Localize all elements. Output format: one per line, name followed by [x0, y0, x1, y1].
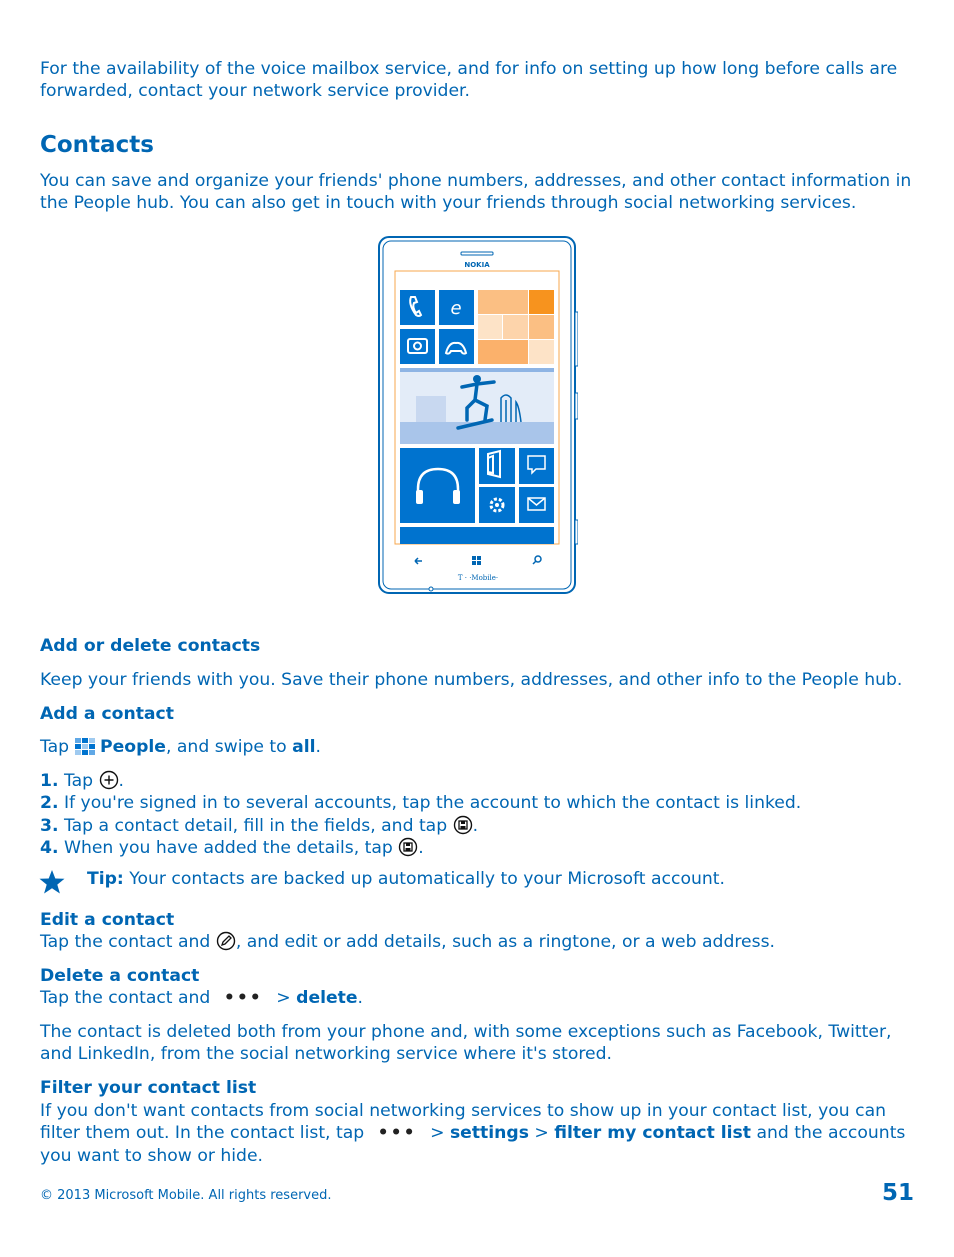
swipe-text: , and swipe to — [165, 737, 287, 757]
delete-label: delete — [296, 988, 358, 1008]
period: . — [118, 771, 125, 791]
filter-label: filter my contact list — [554, 1123, 752, 1144]
tip-body: Your contacts are backed up automatically to your Microsoft account. — [129, 869, 725, 889]
tap-text: Tap — [40, 737, 70, 757]
add-contact-intro — [40, 736, 920, 758]
people-label: People — [100, 737, 166, 757]
contacts-description: You can save and organize your friends' phone numbers, addresses, and other contact information in the People hub. You can also get in touch with your friends through social networking services. — [40, 171, 912, 214]
star-icon — [38, 869, 66, 895]
edit-text-after: , and edit or add details, such as a ringtone, or a web address. — [235, 932, 775, 952]
arrow-text: > — [276, 988, 291, 1008]
add-icon — [99, 770, 119, 790]
page-title: Contacts — [40, 132, 154, 158]
period: . — [357, 988, 363, 1008]
delete-contact-title: Delete a contact — [40, 966, 200, 986]
edit-text-before: Tap the contact and — [40, 932, 211, 952]
step-text: When you have added the details, tap — [63, 838, 393, 859]
tip-label: Tip: — [87, 869, 124, 889]
tip-text — [87, 868, 927, 890]
all-label: all — [292, 737, 316, 757]
svg-text:e: e — [450, 298, 462, 319]
step-number: 1. — [40, 771, 59, 791]
step-number: 4. — [40, 838, 59, 859]
step-number: 3. — [40, 815, 59, 836]
add-contact-title: Add a contact — [40, 704, 174, 724]
section-add-delete-title: Add or delete contacts — [40, 636, 261, 656]
edit-contact-title: Edit a contact — [40, 910, 175, 930]
step-2 — [40, 792, 920, 814]
carrier-logo: T · ·Mobile· — [457, 574, 499, 582]
more-icon: ••• — [223, 988, 263, 1008]
phone-illustration — [378, 236, 578, 598]
delete-contact-text — [40, 987, 920, 1009]
filter-text-2: and the accounts you want to show or hide. — [40, 1123, 906, 1166]
people-tile-icon — [75, 738, 95, 756]
steps-list — [40, 770, 920, 860]
step-text: Tap a contact detail, fill in the fields, and tap — [63, 815, 448, 836]
save-icon — [453, 815, 473, 835]
step-number: 2. — [40, 793, 59, 814]
more-icon: ••• — [377, 1123, 417, 1144]
step-1 — [40, 770, 920, 792]
arrow-text: > — [430, 1123, 445, 1144]
copyright: © 2013 Microsoft Mobile. All rights reserved. — [40, 1188, 332, 1203]
delete-text-before: Tap the contact and — [40, 988, 211, 1008]
filter-text — [40, 1100, 920, 1167]
edit-icon — [216, 931, 236, 951]
section-add-delete-text: Keep your friends with you. Save their phone numbers, addresses, and other info to the People hub. — [40, 670, 903, 690]
period: . — [418, 838, 424, 859]
settings-label: settings — [449, 1123, 529, 1144]
step-3 — [40, 815, 920, 837]
page-number: 51 — [881, 1180, 914, 1206]
filter-text-1: If you don't want contacts from social networking services to show up in your contact list, you can filter them out. In the contact list, tap — [40, 1101, 887, 1144]
step-text: Tap — [63, 771, 94, 791]
save-icon — [398, 837, 418, 857]
arrow-text: > — [534, 1123, 549, 1144]
edit-contact-text — [40, 931, 920, 953]
filter-title: Filter your contact list — [40, 1078, 257, 1098]
nokia-logo: NOKIA — [464, 261, 490, 269]
step-4 — [40, 837, 920, 859]
step-text: If you're signed in to several accounts, tap the account to which the contact is linked. — [63, 793, 802, 814]
period: . — [315, 737, 322, 757]
intro-paragraph: For the availability of the voice mailbox service, and for info on setting up how long before calls are forwarded, contact your network service provider. — [40, 59, 898, 102]
period: . — [472, 815, 479, 836]
delete-note: The contact is deleted both from your phone and, with some exceptions such as Facebook, Twitter, and LinkedIn, from the social networking service where it's stored. — [40, 1022, 892, 1065]
